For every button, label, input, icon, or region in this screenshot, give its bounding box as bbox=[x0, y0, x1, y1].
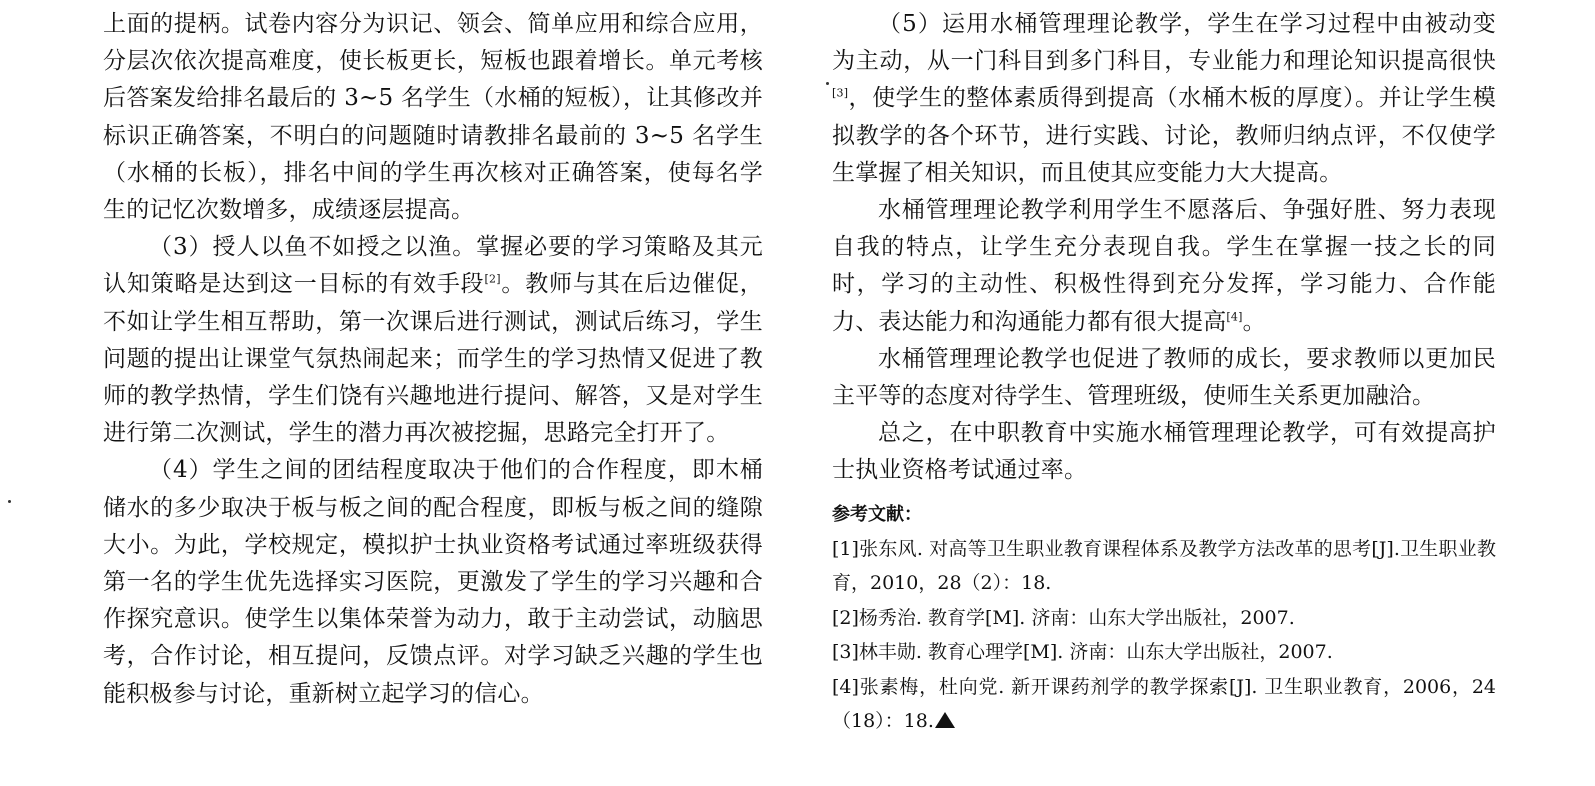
paragraph-text: 上面的提柄。试卷内容分为识记、领会、简单应用和综合应用，分层次依次提高难度，使长板更长，短板也跟着增长。单元考核后答案发给排名最后的 3~5 名学生（水桶的短板），让其修改并标识正确答案，不明白的问题随时请教排名最前的 3~5 名学生（水桶的长板），排名中间的学生再次核对正确答案，使每名学生的记忆次数增多，成绩逐层提高。 bbox=[103, 11, 763, 224]
paragraph-conclusion bbox=[832, 415, 1496, 489]
paragraph-text: 。 bbox=[1242, 308, 1266, 335]
scan-speck bbox=[8, 500, 11, 503]
paragraph-item-3 bbox=[103, 229, 763, 452]
reference-item: [1]张东风. 对高等卫生职业教育课程体系及教学方法改革的思考[J].卫生职业教育，2010，28（2）：18. bbox=[832, 537, 1496, 595]
paragraph-item-5 bbox=[832, 6, 1496, 192]
citation-marker: [3] bbox=[832, 86, 849, 100]
right-column bbox=[832, 6, 1496, 739]
paragraph-text: （3）授人以鱼不如授之以渔。掌握必要的学习策略及其元认知策略是达到这一目标的有效手段 bbox=[103, 234, 763, 298]
reference-item: [4]张素梅，杜向党. 新开课药剂学的教学探索[J]. 卫生职业教育，2006，24（18）：18. bbox=[832, 675, 1496, 733]
scan-speck bbox=[826, 82, 829, 85]
paragraph-bucket-theory bbox=[832, 192, 1496, 341]
paragraph-item-4 bbox=[103, 452, 763, 712]
citation-marker: [2] bbox=[484, 272, 501, 286]
paragraph-text: 水桶管理理论教学也促进了教师的成长，要求教师以更加民主平等的态度对待学生、管理班级，使师生关系更加融洽。 bbox=[832, 345, 1496, 410]
citation-marker: [4] bbox=[1226, 309, 1243, 323]
paragraph-teacher-growth bbox=[832, 341, 1496, 415]
reference-item: [2]杨秀治. 教育学[M]. 济南：山东大学出版社，2007. bbox=[832, 606, 1295, 629]
paragraph-continued bbox=[103, 6, 763, 229]
left-column bbox=[103, 6, 763, 713]
reference-item: [3]林丰勋. 教育心理学[M]. 济南：山东大学出版社，2007. bbox=[832, 641, 1333, 664]
paragraph-text: 。教师与其在后边催促，不如让学生相互帮助，第一次课后进行测试，测试后练习，学生问题的提出让课堂气氛热闹起来；而学生的学习热情又促进了教师的教学热情，学生们饶有兴趣地进行提问、解答，又是对学生进行第二次测试，学生的潜力再次被挖掘，思路完全打开了。 bbox=[103, 271, 763, 447]
paragraph-text: （5）运用水桶管理理论教学，学生在学习过程中由被动变为主动，从一门科目到多门科目，专业能力和理论知识提高很快 bbox=[832, 11, 1496, 75]
triangle-end-mark-icon bbox=[935, 712, 955, 728]
paragraph-text: 水桶管理理论教学利用学生不愿落后、争强好胜、努力表现自我的特点，让学生充分表现自我。学生在掌握一技之长的同时，学习的主动性、积极性得到充分发挥，学习能力、合作能力、表达能力和沟通能力都有很大提高 bbox=[832, 197, 1496, 335]
paragraph-text: 总之，在中职教育中实施水桶管理理论教学，可有效提高护士执业资格考试通过率。 bbox=[832, 420, 1496, 484]
references-heading: 参考文献： bbox=[832, 503, 922, 525]
paragraph-text: （4）学生之间的团结程度取决于他们的合作程度，即木桶储水的多少取决于板与板之间的配合程度，即板与板之间的缝隙大小。为此，学校规定，模拟护士执业资格考试通过率班级获得第一名的学生优先选择实习医院，更激发了学生的学习兴趣和合作探究意识。使学生以集体荣誉为动力，敢于主动尝试，动脑思考，合作讨论，相互提问，反馈点评。对学习缺乏兴趣的学生也能积极参与讨论，重新树立起学习的信心。 bbox=[103, 457, 763, 707]
paragraph-text: ，使学生的整体素质得到提高（水桶木板的厚度）。并让学生模拟教学的各个环节，进行实践、讨论，教师归纳点评，不仅使学生掌握了相关知识，而且使其应变能力大大提高。 bbox=[832, 85, 1496, 186]
